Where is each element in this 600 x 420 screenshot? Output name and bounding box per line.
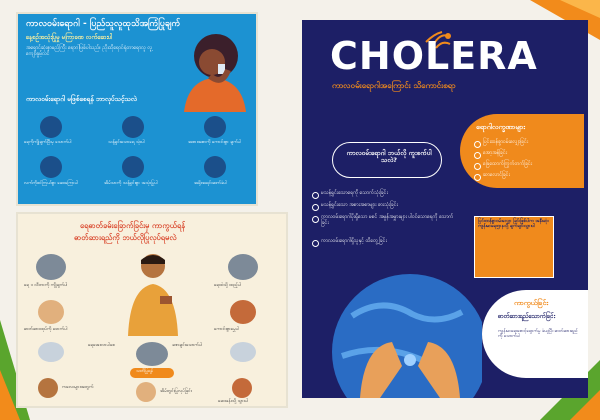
bullet-icon: [312, 204, 319, 211]
bullet-icon: [474, 174, 481, 181]
hand-wash-icon: [40, 156, 62, 178]
toilet-icon: [122, 156, 144, 178]
symptom-item: ခြေထောက်ကြွက်တက်ခြင်း: [483, 161, 533, 167]
symptom-item: ဆာလောင်ခြင်း: [483, 172, 510, 178]
clean-water-icon: [122, 116, 144, 138]
section-heading: ကာလဝမ်းရောဂါ မဖြစ်စေရန် ဘာလုပ်သင့်သလဲ: [26, 95, 137, 103]
jug-illustration: [228, 254, 258, 280]
woman-drinking-illustration: [176, 30, 254, 112]
panel-heading-line1: ရေဓာတ်ခမ်းခြောက်ခြင်းမှ ကာကွယ်ရန်: [80, 221, 186, 230]
pot-illustration: [36, 254, 66, 280]
step-caption: ခဏချင်းသောက်ပါ: [172, 343, 203, 348]
bullet-icon: [474, 163, 481, 170]
cause-item: ကာလဝမ်းရောဂါပိုးရှိသော မစင် အမှုန်အမွှားများ ပါဝင်သောရေကို သောက်ခြင်း: [321, 214, 454, 226]
poster-subtitle: ကာလဝမ်းရောဂါအကြောင်း သိကောင်းစရာ: [332, 81, 456, 90]
footer-note: ကလေးများအတွက်: [62, 385, 94, 390]
symptoms-heading: ရောဂါလက္ခဏာများ: [476, 123, 526, 131]
icon-caption: အရိုးအရင်းဆက်ခံပါ: [194, 181, 227, 186]
warning-text: ပြင်းထန်စွာဝမ်းလျှော ခြင်းဖြစ်ပါက အနီးဆုံး ကျန်းမာရေးဌာနသို့ ချက်ချင်းသွားပါ: [478, 219, 549, 229]
step-caption: ရေ ၁ လီတာကို ကျိုချက်ပါ: [24, 283, 68, 288]
man-illustration: [122, 250, 184, 336]
cup-illustration: [230, 342, 256, 362]
poster-title: CHOLERA: [330, 34, 538, 78]
stir-illustration: [230, 300, 256, 324]
cholera-poster: [302, 20, 588, 398]
icon-caption: သန့်ရှင်းသောရေ သုံးပါ: [108, 140, 145, 145]
bullet-icon: [474, 152, 481, 159]
icon-caption: အစားအစာကို ကောင်းစွာ ချက်ပါ: [188, 140, 242, 145]
panel-heading-line2: ဓာတ်ဆားရည်ကို ဘယ်လိုပြုလုပ်ရမလဲ: [74, 233, 177, 242]
icon-caption: အိမ်သာကို သန့်ရှင်းစွာ အသုံးပြုပါ: [104, 181, 158, 186]
child-illustration: [38, 378, 58, 398]
footer-note: ဆေးခန်းသို့ သွားပါ: [218, 399, 249, 404]
question-text: ကာလဝမ်းရောဂါ ဘယ်လို ကူးစက်ပါသလဲ?: [346, 149, 432, 165]
clinic-illustration: [232, 378, 252, 398]
bullet-icon: [312, 240, 319, 247]
bullet-icon: [312, 192, 319, 199]
prevention-heading: ကာကွယ်ခြင်း: [514, 299, 549, 307]
bullet-icon: [312, 216, 319, 223]
prevention-subheading: ဓာတ်ဆားရည်သောက်ခြင်း: [498, 313, 556, 320]
globe-hands-illustration: [332, 256, 482, 398]
icon-caption: ရေကိုကျိုချက်ပြီးမှ သောက်ပါ: [24, 140, 72, 145]
step-caption: ရေအေးလာပါစေ: [88, 343, 115, 348]
bowl-illustration: [38, 342, 64, 362]
panel-intro-text: အရောင်ဆုံးနာမည်ကြီး ရောဂါဖြစ်ပါသည်။ ညိုးထိုရောင်ရုံတာရောလူ လူ့ကျော်ခွမ့်လင်: [26, 45, 153, 57]
mixing-illustration: [136, 342, 168, 366]
boil-water-icon: [40, 116, 62, 138]
bullet-icon: [474, 141, 481, 148]
calendar-icon: [204, 156, 226, 178]
panel-title: ကာလဝမ်းရောဂါ - ပြည်သူလူထုသိအကြံပြုချက်: [26, 19, 181, 29]
cholera-advice-panel: [16, 12, 258, 206]
step-caption: ဓာတ်ဆားထုပ်ကို ဖောက်ပါ: [24, 327, 68, 332]
home-illustration: [136, 382, 156, 402]
symptom-item: ပြင်းထန်စွာဝမ်းလျှောခြင်း: [483, 139, 529, 145]
step-caption: ကောင်းစွာမွှေပါ: [214, 327, 240, 332]
cause-item: မသန့်ရှင်းသောရေကို သောက်သုံးခြင်း: [321, 190, 388, 196]
note-tag-label: သတိပြုရန်: [136, 369, 153, 374]
cause-item: မသန့်ရှင်းသော အစားအစာများ စားသုံးခြင်း: [321, 202, 398, 208]
step-caption: ရေထဲသို့ ထည့်ပါ: [214, 283, 242, 288]
ors-instructions-panel: [16, 212, 288, 408]
prevention-text: ကျန်းမာရေးစောင့်ရှောက်မှု ခံယူပြီး ဓာတ်ဆားရည်ကို သောက်ပါ: [498, 329, 578, 339]
cook-food-icon: [204, 116, 226, 138]
panel-subtitle: နေ့စဉ်အသုံးပြုမှု မကြာခဏ လက်ဆေးပါ: [26, 34, 113, 41]
cause-item: ကာလဝမ်းရောဂါရှိသူနှင့် ထိတွေ့ခြင်း: [321, 238, 387, 244]
footer-note: အိမ်တွင်းပြုလုပ်ခြင်း: [160, 389, 192, 394]
pour-illustration: [38, 300, 64, 324]
symptom-item: အော့အန်ခြင်း: [483, 150, 508, 156]
icon-caption: လက်ကိုစင်ကြယ်စွာ ဆေးကြောပါ: [24, 181, 79, 186]
